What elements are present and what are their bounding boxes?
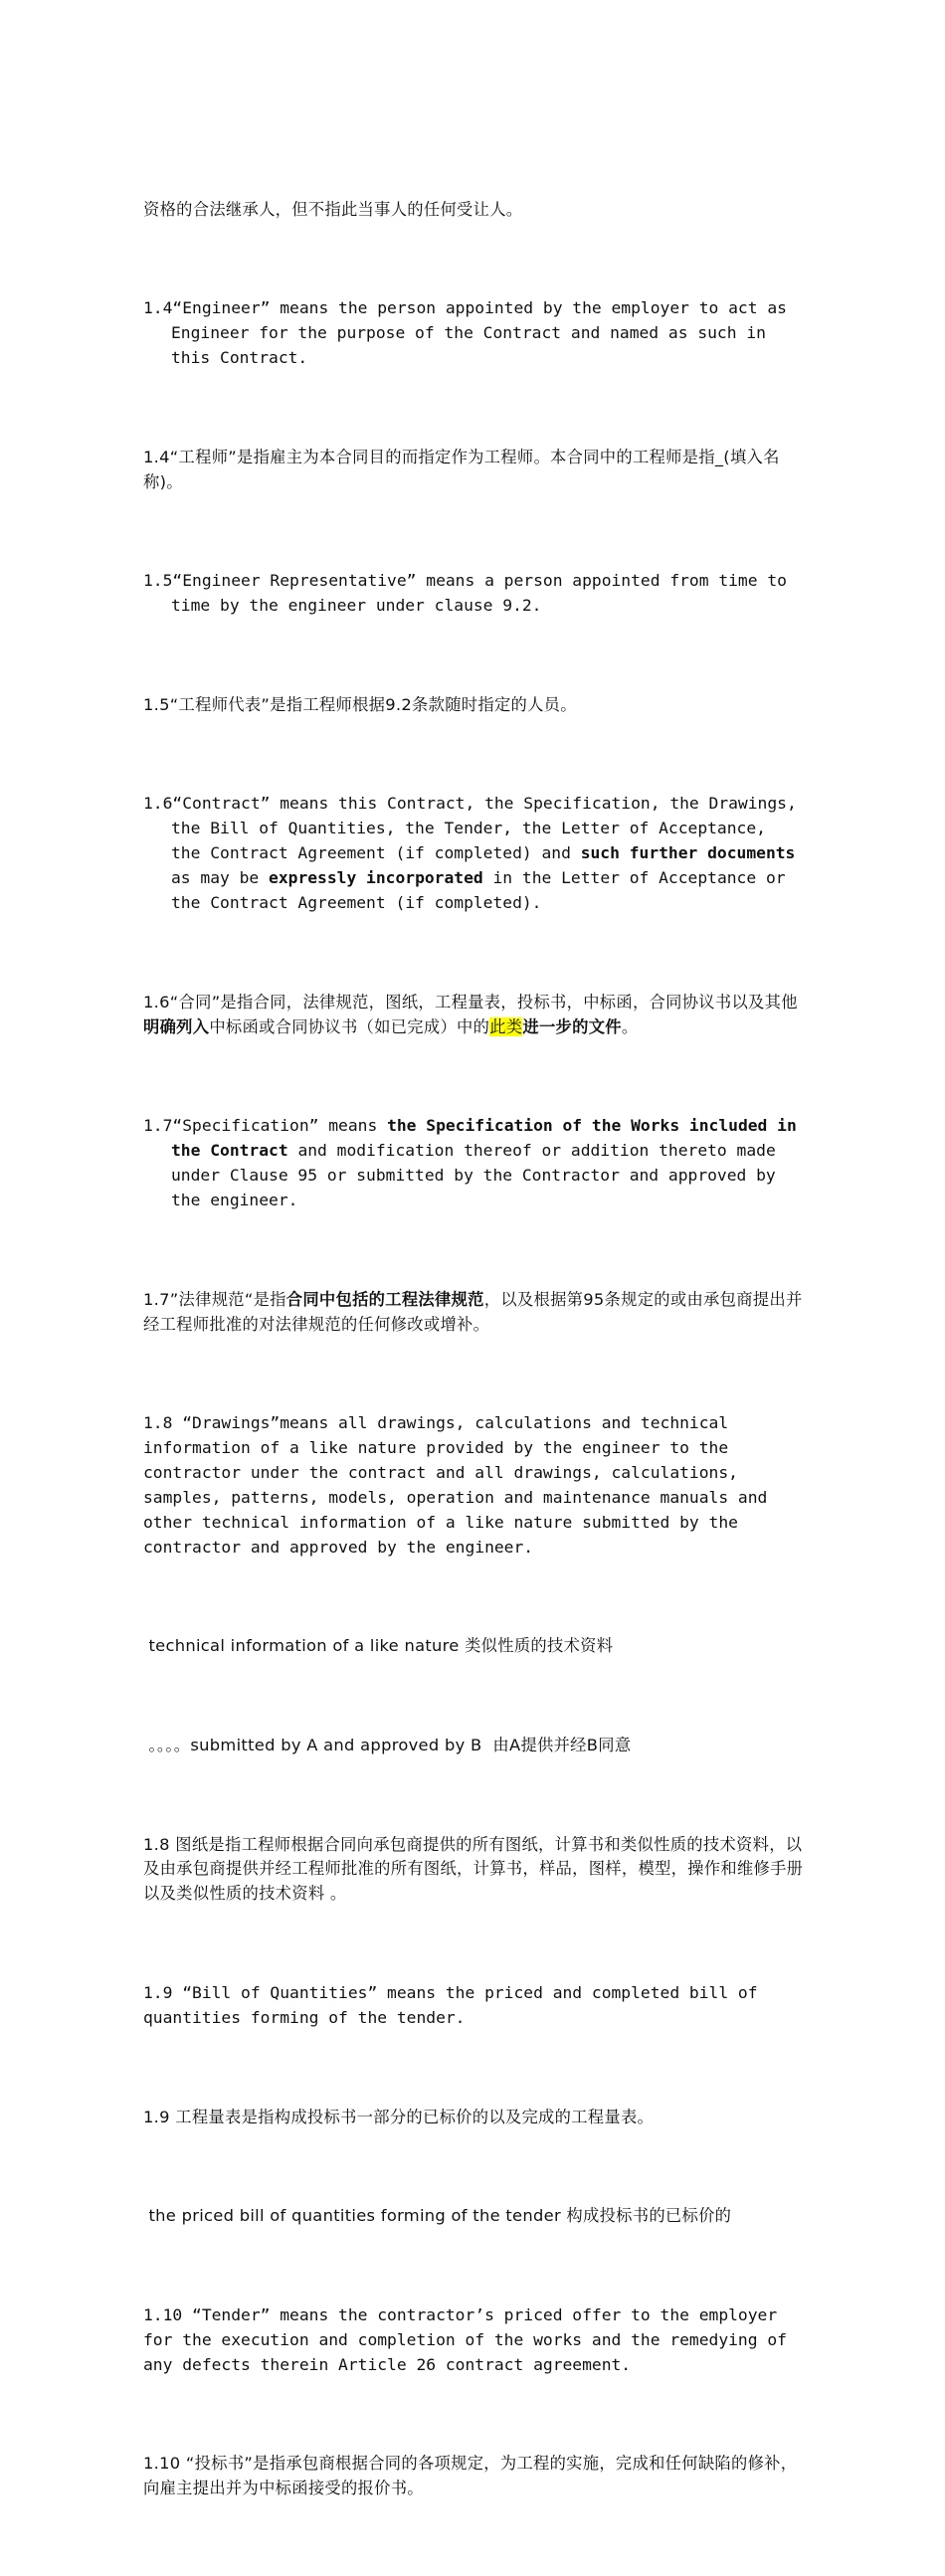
bold-run: the Specification of the Works included in the Contract [171,1116,807,1161]
text-run: 。 [621,1016,639,1036]
paragraph-1-8-en: 1.8 “Drawings”means all drawings, calculations and technical information of a like nature provided by the engineer to the contractor under the contract and all drawings, calculations, samples, patterns, models, operation and maintenance manuals and other technical information of a like nature submitted by the contractor and approved by the engineer. [143,1413,778,1557]
note-priced-bill: the priced bill of quantities forming of the tender 构成投标书的已标价的 [143,2206,732,2226]
text-run: 1.7”法律规范“是指 [143,1289,286,1309]
text-run: 1.6“合同”是指合同，法律规范，图纸，工程量表，投标书，中标函，合同协议书以及其他 [143,992,798,1012]
paragraph-1-6-en [143,792,805,916]
bold-run: such further documents [580,843,796,863]
bold-run: 明确列入 [143,1016,210,1036]
text-run: 中标函或合同协议书（如已完成）中的 [209,1016,490,1036]
bold-run: 进一步的文件 [522,1016,622,1036]
text-run: and modification thereof or addition thereto made under Clause 95 or submitted by the Contractor and approved by the engineer. [171,1141,786,1209]
paragraph-1-5-en: 1.5“Engineer Representative” means a person appointed from time to time by the engineer under clause 9.2. [143,571,797,616]
paragraph-1-7-en [143,1114,805,1213]
paragraph-1-9-en: 1.9 “Bill of Quantities” means the priced and completed bill of quantities forming of the tender. [143,1982,768,2027]
paragraph-1-8-zh: 1.8 图纸是指工程师根据合同向承包商提供的所有图纸，计算书和类似性质的技术资料，以及由承包商提供并经工程师批准的所有图纸，计算书，样品，图样，模型，操作和维修手册以及类似性质的技术资料 。 [143,1834,804,1904]
text-run: ，以及根据第95条规定的或由承包商提出并经工程师批准的对法律规范的任何修改或增补。 [143,1289,803,1334]
paragraph-1-6-zh [143,991,805,1040]
paragraph-1-4-en: 1.4“Engineer” means the person appointed by the employer to act as Engineer for the purpose of the Contract and named as such in this Contract. [143,298,797,368]
note-submitted-approved: 。。。。submitted by A and approved by B 由A提供并经B同意 [143,1735,632,1754]
paragraph-1-9-zh: 1.9 工程量表是指构成投标书一部分的已标价的以及完成的工程量表。 [143,2107,655,2126]
bold-run: expressly incorporated [269,868,483,888]
text-run: 1.7“Specification” means [143,1116,388,1136]
paragraph-heir-clause-zh: 资格的合法继承人，但不指此当事人的任何受让人。 [143,199,523,219]
paragraph-1-4-zh: 1.4“工程师”是指雇主为本合同目的而指定作为工程师。本合同中的工程师是指_(填入名称)。 [143,447,780,491]
paragraph-1-10-en: 1.10 “Tender” means the contractor’s priced offer to the employer for the execution and completion of the works and the remedying of any defects therein Article 26 contract agreement. [143,2304,797,2374]
bold-run: 合同中包括的工程法律规范 [285,1289,484,1309]
highlighted-run: 此类 [489,1016,523,1036]
paragraph-1-5-zh: 1.5“工程师代表”是指工程师根据9.2条款随时指定的人员。 [143,694,577,714]
text-run: as may be [171,843,806,888]
paragraph-1-10-zh: 1.10 “投标书”是指承包商根据合同的各项规定，为工程的实施，完成和任何缺陷的修补，向雇主提出并为中标函接受的报价书。 [143,2454,798,2498]
document-body [143,123,805,2576]
paragraph-1-7-zh [143,1288,805,1338]
note-technical-information: technical information of a like nature 类似性质的技术资料 [143,1636,614,1656]
text-run: 1.6“Contract” means this Contract, the Specification, the Drawings, the Bill of Quantities, the Tender, the Letter of Acceptance, the Contract Agreement (if completed) and [143,794,807,863]
text-run: in the Letter of Acceptance or the Contract Agreement (if completed). [171,868,796,913]
